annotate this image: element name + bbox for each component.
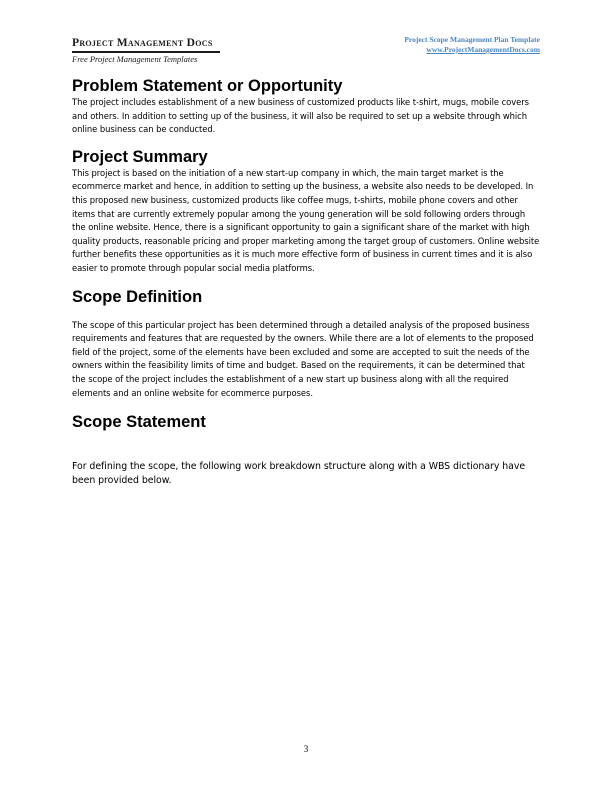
header-info <box>404 35 540 55</box>
section-body-scope-statement: For defining the scope, the following work breakdown structure along with a WBS dictionary have been provided below. <box>72 461 526 487</box>
logo-subtitle: Free Project Management Templates <box>72 53 198 64</box>
document-title: Project Scope Management Plan Template <box>404 35 540 44</box>
section-heading-scope-definition: Scope Definition <box>72 287 203 306</box>
section-heading-project-summary: Project Summary <box>72 147 208 166</box>
section-heading-scope-statement: Scope Statement <box>72 413 206 432</box>
logo-divider <box>72 51 220 53</box>
logo <box>72 36 222 65</box>
section-body-project-summary: This project is based on the initiation of a new start-up company in which, the main target market is the ecommerce market and hence, in addition to setting up the business, a website also needs to be developed. In this proposed new business, customized products like coffee mugs, t-shirts, mobile phone covers and other items that are currently extremely popular among the young generation will be sold following orders through the online website. Hence, there is a significant opportunity to gain a significant share of the market with high quality products, reasonable pricing and proper marketing among the target group of customers. Online website further benefits these opportunities as it is much more effective form of business in current times and it is also easier to promote through popular social media platforms. <box>72 167 540 273</box>
logo-title: Project Management Docs <box>72 37 213 49</box>
section-body-problem-statement: The project includes establishment of a new business of customized products like t-shirt, mugs, mobile covers and others. In addition to setting up of the business, it will also be required to set up a website through which online business can be conducted. <box>72 97 529 135</box>
section-heading-problem-statement: Problem Statement or Opportunity <box>72 77 343 95</box>
document-body <box>72 76 540 488</box>
page-number: 3 <box>303 744 309 754</box>
website-link[interactable]: www.ProjectManagementDocs.com <box>426 45 540 54</box>
section-body-scope-definition: The scope of this particular project has been determined through a detailed analysis of the proposed business requirements and features that are requested by the owners. While there are a lot of elements to the proposed field of the project, some of the elements have been excluded and some are accepted to suit the needs of the owners within the feasibility limits of time and budget. Based on the requirements, it can be determined that the scope of the project includes the establishment of a new start up business along with all the required elements and an online website for ecommerce purposes. <box>72 319 534 398</box>
